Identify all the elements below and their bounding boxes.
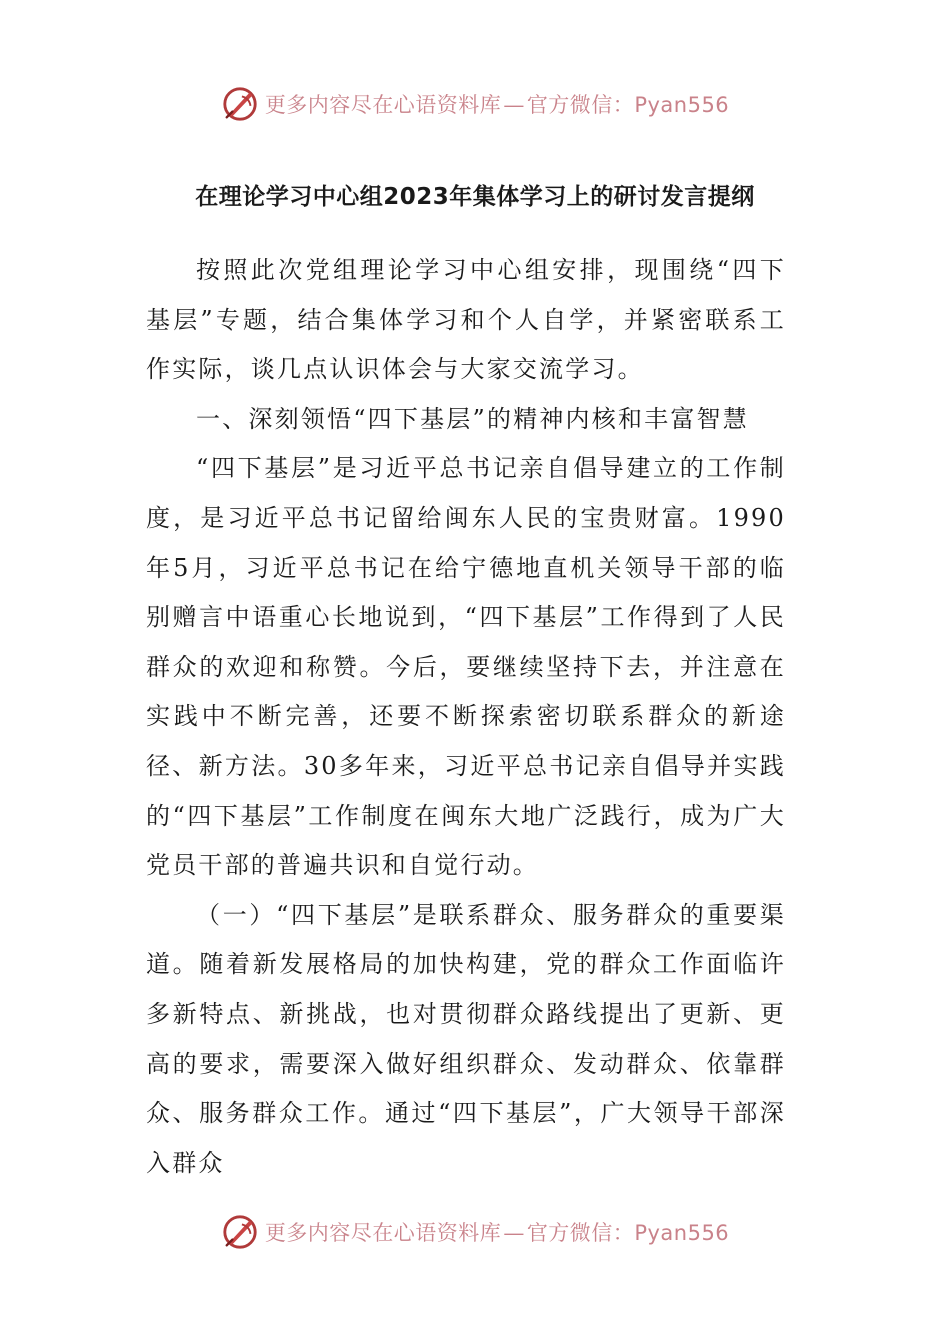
section-heading-1: 一、深刻领悟“四下基层”的精神内核和丰富智慧 xyxy=(196,404,749,433)
paragraph-background: “四下基层”是习近平总书记亲自倡导建立的工作制度，是习近平总书记留给闽东人民的宝贵财富。1990年5月，习近平总书记在给宁德地直机关领导干部的临别赠言中语重心长地说到，“四下基层”工作得到了人民群众的欢迎和称赞。今后，要继续坚持下去，并注意在实践中不断完善，还要不断探索密切联系群众的新途径、新方法。30多年来，习近平总书记亲自倡导并实践的“四下基层”工作制度在闽东大地广泛践行，成为广大党员干部的普遍共识和自觉行动。 xyxy=(146,454,786,880)
paragraph-intro: 按照此次党组理论学习中心组安排，现围绕“四下基层”专题，结合集体学习和个人自学，并紧密联系工作实际，谈几点认识体会与大家交流学习。 xyxy=(146,256,786,384)
paragraph-point-1: （一）“四下基层”是联系群众、服务群众的重要渠道。随着新发展格局的加快构建，党的群众工作面临许多新特点、新挑战，也对贯彻群众路线提出了更新、更高的要求，需要深入做好组织群众、发动群众、依靠群众、服务群众工作。通过“四下基层”，广大领导干部深入群众 xyxy=(146,900,786,1177)
watermark-site-name: 更多内容尽在心语资料库 xyxy=(264,1221,502,1245)
quill-logo-icon xyxy=(221,1213,259,1251)
watermark-site-name: 更多内容尽在心语资料库 xyxy=(264,93,502,117)
watermark-banner-top xyxy=(0,82,950,126)
watermark-contact-id: Pyan556 xyxy=(634,93,730,117)
watermark-banner-bottom xyxy=(0,1210,950,1254)
watermark-text xyxy=(265,89,729,119)
document-title: 在理论学习中心组2023年集体学习上的研讨发言提纲 xyxy=(195,184,755,210)
watermark-separator: — xyxy=(503,93,525,117)
watermark-contact-label: 官方微信： xyxy=(526,1221,635,1245)
document-body xyxy=(146,246,786,1188)
quill-logo-icon xyxy=(221,85,259,123)
watermark-separator: — xyxy=(503,1221,525,1245)
watermark-contact-id: Pyan556 xyxy=(634,1221,730,1245)
watermark-text xyxy=(265,1217,729,1247)
watermark-contact-label: 官方微信： xyxy=(526,93,635,117)
